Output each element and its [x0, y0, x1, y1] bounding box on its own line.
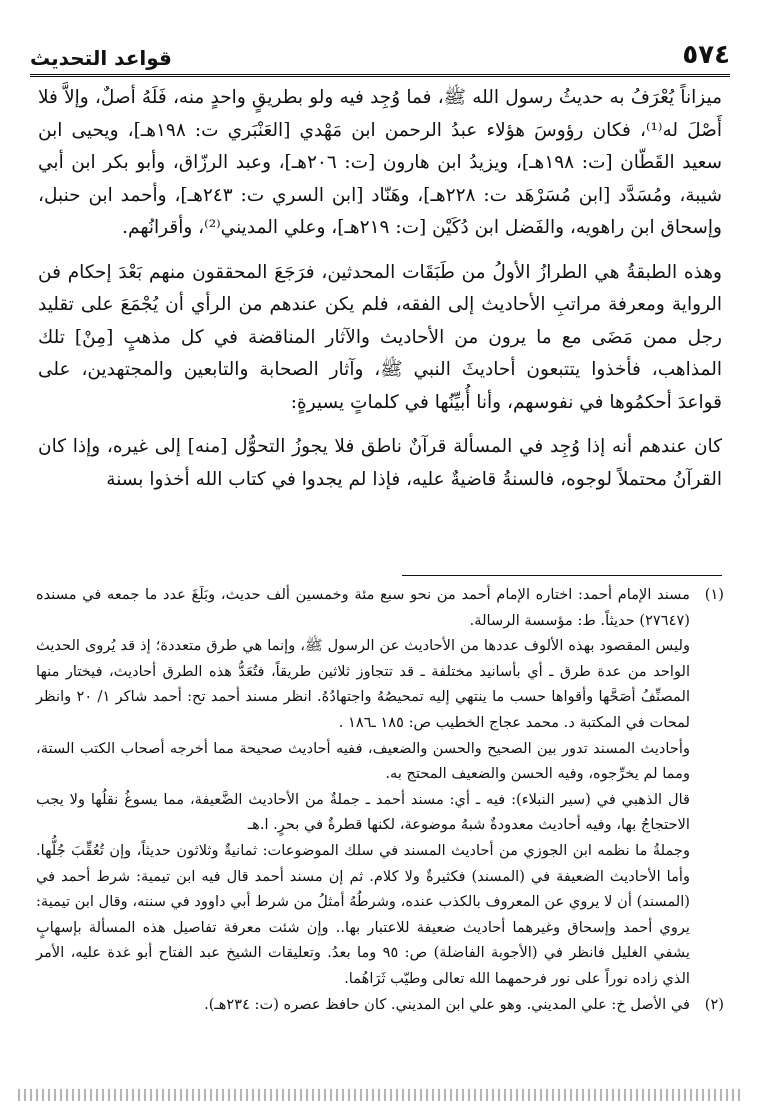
footnote-paragraph: مسند الإمام أحمد: اختاره الإمام أحمد من نحو سبع مئة وخمسين ألف حديث، وبَلَغَ عدد ما جمعه في مسنده (٢٧٦٤٧) حديثاً. ط: مؤسسة الرسالة. — [36, 586, 690, 629]
footnote-paragraph: وجملةُ ما نظمه ابن الجوزي من أحاديث المسند في سلك الموضوعات: ثمانيةٌ وثلاثون حديثاً، وإن تُعُقِّبَ جُلُّها. وأما الأحاديث الضعيفة في (المسند) فكثيرةٌ ولا كلام. ثم إن مسند أحمد قال فيه ابن تيمية: شرط أحمد في (المسند) أن لا يروي عن المعروف بالكذب عنده، وشرطُهُ أمثلُ من شرط أبي داوود في سننه، وقال ابن تيمية: يروي أحمد وإسحاق وغيرهما أحاديث ضعيفة للاعتبار بها.. وإن شئت معرفة تفاصيل هذه المسألة بإسهابٍ يشفي الغليل فانظر في (الأجوبة الفاضلة) ص: ٩٥ وما بعدُ. وتعليقات الشيخ عبد الفتاح أبو غدة عليه، الأمر الذي زاده نوراً على نور فرحمهما الله تعالى وطيّب ثَرَاهُما. — [36, 841, 690, 987]
page-number: ٥٧٤ — [682, 40, 730, 70]
footnote-1 — [36, 582, 724, 992]
main-text — [38, 82, 722, 508]
footnote-body — [36, 582, 690, 992]
footnote-paragraph: في الأصل خ: علي المديني. وهو علي ابن المديني. كان حافظ عصره (ت: ٢٣٤هـ). — [204, 995, 690, 1013]
running-title: قواعد التحديث — [30, 46, 172, 70]
footnote-paragraph: وليس المقصود بهذه الألوف عددها من الأحاديث عن الرسول ﷺ، وإنما هي طرق متعددة؛ إذ قد يُروى الحديث الواحد من عدة طرق ـ أي بأسانيد مختلفة ـ قد تتجاوز ثلاثين طريقاً، فتُعَدُّ هذه الطرق أحاديث، فيختار منها المصنِّفُ أصَحَّها وأقواها حسب ما ينتهي إليه تمحيصُهُ واجتهادُهُ. انظر مسند أحمد تح: أحمد شاكر ١/ ٢٠ وانظر لمحات في المكتبة د. محمد عجاج الخطيب ص: ١٨٥ ـ١٨٦ . — [36, 637, 690, 731]
footnote-number: (٢) — [704, 995, 724, 1013]
footnote-paragraph: قال الذهبي في (سير النبلاء): فيه ـ أي: مسند أحمد ـ جملةٌ من الأحاديث الضَّعيفة، مما يسوغُ نقلُها ولا يجب الاحتجاجُ بها، وفيه أحاديث معدودةٌ شبهُ موضوعة، لكنها قطرةٌ في بحرٍ. ا.هـ — [36, 790, 690, 834]
footnote-separator — [402, 575, 722, 576]
footnote-paragraph: وأحاديث المسند تدور بين الصحيح والحسن والضعيف، ففيه أحاديث صحيحة مما أخرجه أصحاب الكتب الستة، ومما لم يخرِّجوه، وفيه الحسن والضعيف المحتج به. — [36, 739, 690, 783]
paragraph: كان عندهم أنه إذا وُجِد في المسألة قرآنٌ ناطق فلا يجوزُ التحوُّل [منه] إلى غيره، وإذا كان القرآنُ محتملاً لوجوه، فالسنةُ قاضيةٌ عليه، فإذا لم يجدوا في كتاب الله أخذوا بسنة — [38, 436, 722, 490]
footnote-body — [36, 992, 690, 1018]
paragraph: وهذه الطبقةُ هي الطرازُ الأولُ من طَبَقَات المحدثين، فرَجَعَ المحققون منهم بَعْدَ إحكام فن الرواية ومعرفة مراتبِ الأحاديث إلى الفقه، فلم يكن عندهم من الرأي أن يُجْمَعَ على تقليد رجل ممن مَضَى مع ما يرون من الأحاديث والآثار المناقضة في كل مذهبٍ [مِنْ] تلك المذاهب، فأخذوا يتتبعون أحاديثَ النبي ﷺ، وآثار الصحابة والتابعين والمجتهدين، على قواعدَ أحكمُوها في نفوسهم، وأنا أُبيِّنُها في كلماتٍ يسيرةٍ: — [38, 261, 722, 413]
footnote-number: (١) — [704, 586, 724, 603]
footnotes — [36, 582, 724, 1017]
decorative-border — [18, 1089, 742, 1101]
footnote-2 — [36, 992, 724, 1018]
page-header — [30, 30, 730, 77]
paragraph: ميزاناً يُعْرَفُ به حديثُ رسول الله ﷺ، فما وُجِد فيه ولو بطريقٍ واحدٍ منه، فَلَهُ أصلٌ، وإلاَّ فلا أَصْلَ له⁽¹⁾، فكان رؤوسَ هؤلاء عبدُ الرحمن ابن مَهْدي [العَنْبَري ت: ١٩٨هـ]، ويحيى ابن سعيد القَطّان [ت: ١٩٨هـ]، ويزيدُ ابن هارون [ت: ٢٠٦هـ]، وعبد الرزّاق، وأبو بكر ابن أبي شيبة، ومُسَدَّد [ابن مُسَرْهَد ت: ٢٢٨هـ]، وهَنّاد [ابن السري ت: ٢٤٣هـ]، وأحمد ابن حنبل، وإسحاق ابن راهويه، والفَضل ابن دُكَيْن [ت: ٢١٩هـ]، وعلي المديني⁽²⁾، وأقرانُهم. — [38, 87, 722, 238]
